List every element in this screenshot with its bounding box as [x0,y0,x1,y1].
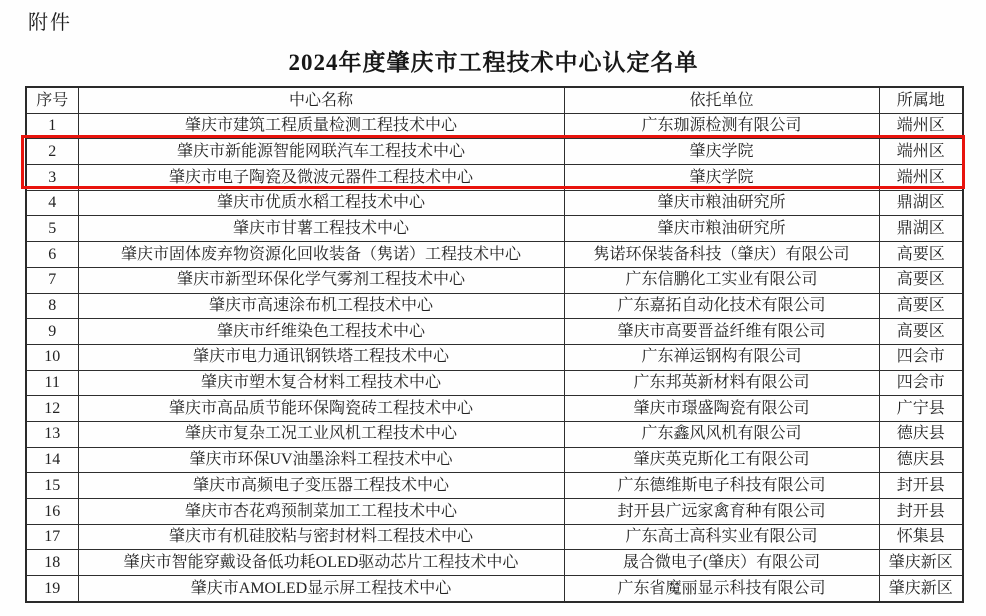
table-row [26,370,963,396]
cell-org-name: 广东鑫风风机有限公司 [564,421,879,447]
cell-org-name: 广东珈源检测有限公司 [564,113,879,139]
cell-center-name: 肇庆市智能穿戴设备低功耗OLED驱动芯片工程技术中心 [78,550,564,576]
page-title: 2024年度肇庆市工程技术中心认定名单 [288,50,699,75]
cell-location: 端州区 [879,113,963,139]
cell-index: 18 [26,550,78,576]
cell-location: 高要区 [879,293,963,319]
cell-index: 19 [26,576,78,602]
table-body [26,113,963,602]
cell-location: 鼎湖区 [879,190,963,216]
cell-index: 15 [26,473,78,499]
cell-center-name: 肇庆市高频电子变压器工程技术中心 [78,473,564,499]
table-row [26,447,963,473]
cell-index: 8 [26,293,78,319]
cell-center-name: 肇庆市有机硅胶粘与密封材料工程技术中心 [78,524,564,550]
table-row [26,293,963,319]
cell-center-name: 肇庆市新能源智能网联汽车工程技术中心 [78,139,564,165]
column-header-index: 序号 [26,87,78,113]
cell-center-name: 肇庆市新型环保化学气雾剂工程技术中心 [78,267,564,293]
cell-location: 怀集县 [879,524,963,550]
cell-org-name: 广东德维斯电子科技有限公司 [564,473,879,499]
table-row [26,550,963,576]
cell-location: 肇庆新区 [879,550,963,576]
cell-center-name: 肇庆市高速涂布机工程技术中心 [78,293,564,319]
cell-index: 6 [26,242,78,268]
cell-index: 11 [26,370,78,396]
table-row [26,113,963,139]
cell-org-name: 广东邦英新材料有限公司 [564,370,879,396]
cell-index: 5 [26,216,78,242]
cell-org-name: 肇庆学院 [564,139,879,165]
cell-org-name: 肇庆市璟盛陶瓷有限公司 [564,396,879,422]
cell-index: 4 [26,190,78,216]
cell-center-name: 肇庆市杏花鸡预制菜加工工程技术中心 [78,499,564,525]
cell-org-name: 封开县广远家禽育种有限公司 [564,499,879,525]
cell-index: 17 [26,524,78,550]
cell-center-name: 肇庆市甘薯工程技术中心 [78,216,564,242]
cell-index: 7 [26,267,78,293]
cell-location: 德庆县 [879,421,963,447]
cell-location: 高要区 [879,319,963,345]
cell-org-name: 晟合微电子(肇庆）有限公司 [564,550,879,576]
cell-location: 四会市 [879,344,963,370]
column-header-org: 依托单位 [564,87,879,113]
cell-location: 鼎湖区 [879,216,963,242]
cell-center-name: 肇庆市塑木复合材料工程技术中心 [78,370,564,396]
cell-location: 封开县 [879,499,963,525]
cell-location: 封开县 [879,473,963,499]
cell-location: 端州区 [879,165,963,191]
cell-org-name: 广东省魔丽显示科技有限公司 [564,576,879,602]
table-row [26,139,963,165]
cell-index: 10 [26,344,78,370]
cell-center-name: 肇庆市固体废弃物资源化回收装备（隽诺）工程技术中心 [78,242,564,268]
table-row [26,576,963,602]
cell-center-name: 肇庆市电力通讯钢铁塔工程技术中心 [78,344,564,370]
cell-center-name: 肇庆市纤维染色工程技术中心 [78,319,564,345]
table-row [26,421,963,447]
cell-location: 德庆县 [879,447,963,473]
table-row [26,165,963,191]
cell-center-name: 肇庆市建筑工程质量检测工程技术中心 [78,113,564,139]
cell-org-name: 隽诺环保装备科技（肇庆）有限公司 [564,242,879,268]
cell-location: 肇庆新区 [879,576,963,602]
cell-org-name: 肇庆市粮油研究所 [564,190,879,216]
cell-center-name: 肇庆市复杂工况工业风机工程技术中心 [78,421,564,447]
table-row [26,319,963,345]
cell-org-name: 广东高士高科实业有限公司 [564,524,879,550]
cell-index: 13 [26,421,78,447]
table-header-row [26,87,963,113]
cell-org-name: 肇庆学院 [564,165,879,191]
table-row [26,524,963,550]
cell-location: 广宁县 [879,396,963,422]
table-row [26,473,963,499]
cell-location: 高要区 [879,242,963,268]
cell-center-name: 肇庆市高品质节能环保陶瓷砖工程技术中心 [78,396,564,422]
cell-org-name: 广东嘉拓自动化技术有限公司 [564,293,879,319]
cell-index: 9 [26,319,78,345]
column-header-center: 中心名称 [78,87,564,113]
table-row [26,242,963,268]
recognition-table [25,86,964,603]
table-row [26,190,963,216]
cell-index: 2 [26,139,78,165]
table-row [26,344,963,370]
cell-location: 端州区 [879,139,963,165]
table-row [26,499,963,525]
column-header-location: 所属地 [879,87,963,113]
cell-location: 高要区 [879,267,963,293]
cell-org-name: 肇庆市粮油研究所 [564,216,879,242]
table-row [26,216,963,242]
cell-center-name: 肇庆市优质水稻工程技术中心 [78,190,564,216]
cell-index: 1 [26,113,78,139]
cell-index: 14 [26,447,78,473]
attachment-label: 附件 [28,12,72,34]
cell-center-name: 肇庆市环保UV油墨涂料工程技术中心 [78,447,564,473]
cell-index: 16 [26,499,78,525]
cell-index: 3 [26,165,78,191]
cell-index: 12 [26,396,78,422]
table-row [26,396,963,422]
cell-center-name: 肇庆市AMOLED显示屏工程技术中心 [78,576,564,602]
cell-org-name: 肇庆英克斯化工有限公司 [564,447,879,473]
cell-location: 四会市 [879,370,963,396]
cell-center-name: 肇庆市电子陶瓷及微波元器件工程技术中心 [78,165,564,191]
cell-org-name: 广东信鹏化工实业有限公司 [564,267,879,293]
cell-org-name: 广东禅运钢构有限公司 [564,344,879,370]
cell-org-name: 肇庆市高要晋益纤维有限公司 [564,319,879,345]
table-row [26,267,963,293]
